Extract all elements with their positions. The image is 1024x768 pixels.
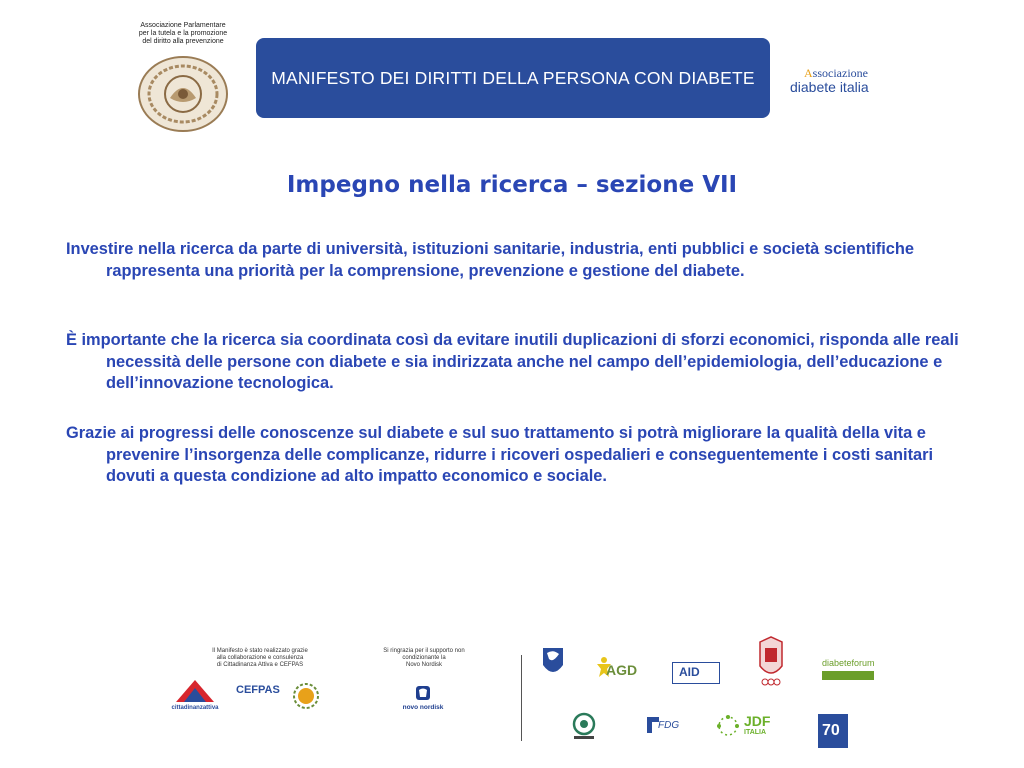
diabete-forum-label: diabeteforum: [822, 658, 875, 668]
paragraph-research-investment: Investire nella ricerca da parte di università, istituzioni sanitarie, industria, enti pubblici e società scientifiche rappresenta una priorità per la comprensione, prevenzione e gestione del diabete.: [66, 240, 915, 280]
sos-label: 70: [822, 722, 840, 739]
fdg-logo: [646, 716, 686, 740]
support-note-line: condizionante la: [402, 655, 446, 661]
collaboration-note-line: alla collaborazione e consulenza: [216, 655, 304, 661]
novo-nordisk-logo: [398, 684, 448, 718]
paragraph-research-coordination: È importante che la ricerca sia coordinata così da evitare inutili duplicazioni di sforzi economici, risponda alle reali necessità delle persone con diabete e sia indirizzata anche nel campo dell’epidemiologia, dell’educazione e dell’innovazione tecnologica.: [66, 331, 959, 392]
jdf-sub-label: ITALIA: [744, 729, 767, 736]
cefpas-logo: [236, 684, 326, 714]
jdf-dots-icon: [716, 714, 740, 738]
banner-title: MANIFESTO DEI DIRITTI DELLA PERSONA CON DIABETE: [271, 67, 755, 88]
partner-circle-logo: [570, 712, 598, 740]
jdf-italia-logo: [716, 712, 780, 748]
fdg-label: FDG: [658, 720, 680, 731]
association-caption: [118, 22, 248, 46]
paragraph-research-benefits: Grazie ai progressi delle conoscenze sul diabete e sul suo trattamento si potrà migliorare la qualità della vita e prevenire l’insorgenza delle complicanze, ridurre i ricoveri ospedalieri e conseguentemente i costi sanitari dovuti a questa condizione ad alto impatto economico e sociale.: [66, 424, 934, 485]
parliament-seal-logo: [134, 54, 232, 134]
diabete-forum-bar: [822, 671, 874, 680]
association-caption-line: del diritto alla prevenzione: [142, 38, 224, 45]
support-note-line: Novo Nordisk: [405, 662, 442, 668]
aid-logo: [672, 662, 720, 684]
agd-label: AGD: [606, 662, 638, 678]
aid-label: AID: [679, 665, 700, 679]
cittadinanzattiva-mark-icon: [170, 678, 220, 704]
support-note: [364, 648, 484, 669]
diabete-forum-logo: [822, 656, 876, 684]
collaboration-note-line: Il Manifesto è stato realizzato grazie: [212, 648, 308, 654]
cefpas-label: CEFPAS: [236, 684, 280, 696]
collaboration-note: [190, 648, 330, 669]
sos-logo: [818, 714, 848, 748]
section-title: Impegno nella ricerca – sezione VII: [286, 172, 738, 198]
agd-logo: [596, 656, 642, 686]
manifesto-banner: [256, 38, 770, 118]
footer-divider: [521, 655, 522, 741]
support-note-line: Si ringrazia per il supporto non: [383, 648, 465, 654]
cittadinanzattiva-logo: [170, 678, 220, 714]
partner-shield-logo: [540, 645, 566, 681]
diabete-italia-logo-line1: Associazione: [804, 66, 868, 80]
cefpas-sun-icon: [292, 682, 320, 710]
association-caption-line: per la tutela e la promozione: [138, 30, 228, 37]
novo-nordisk-label: novo nordisk: [402, 704, 444, 711]
jdf-label: JDF: [744, 713, 771, 729]
novo-nordisk-bull-icon: [414, 684, 432, 702]
association-caption-line: Associazione Parlamentare: [140, 22, 226, 29]
institutional-crest-logo: [756, 636, 786, 688]
cittadinanzattiva-label: cittadinanzattiva: [171, 705, 219, 711]
collaboration-note-line: di Cittadinanza Attiva e CEFPAS: [216, 662, 304, 668]
diabete-italia-logo: [790, 66, 890, 100]
diabete-italia-logo-line2: diabete italia: [790, 79, 869, 95]
